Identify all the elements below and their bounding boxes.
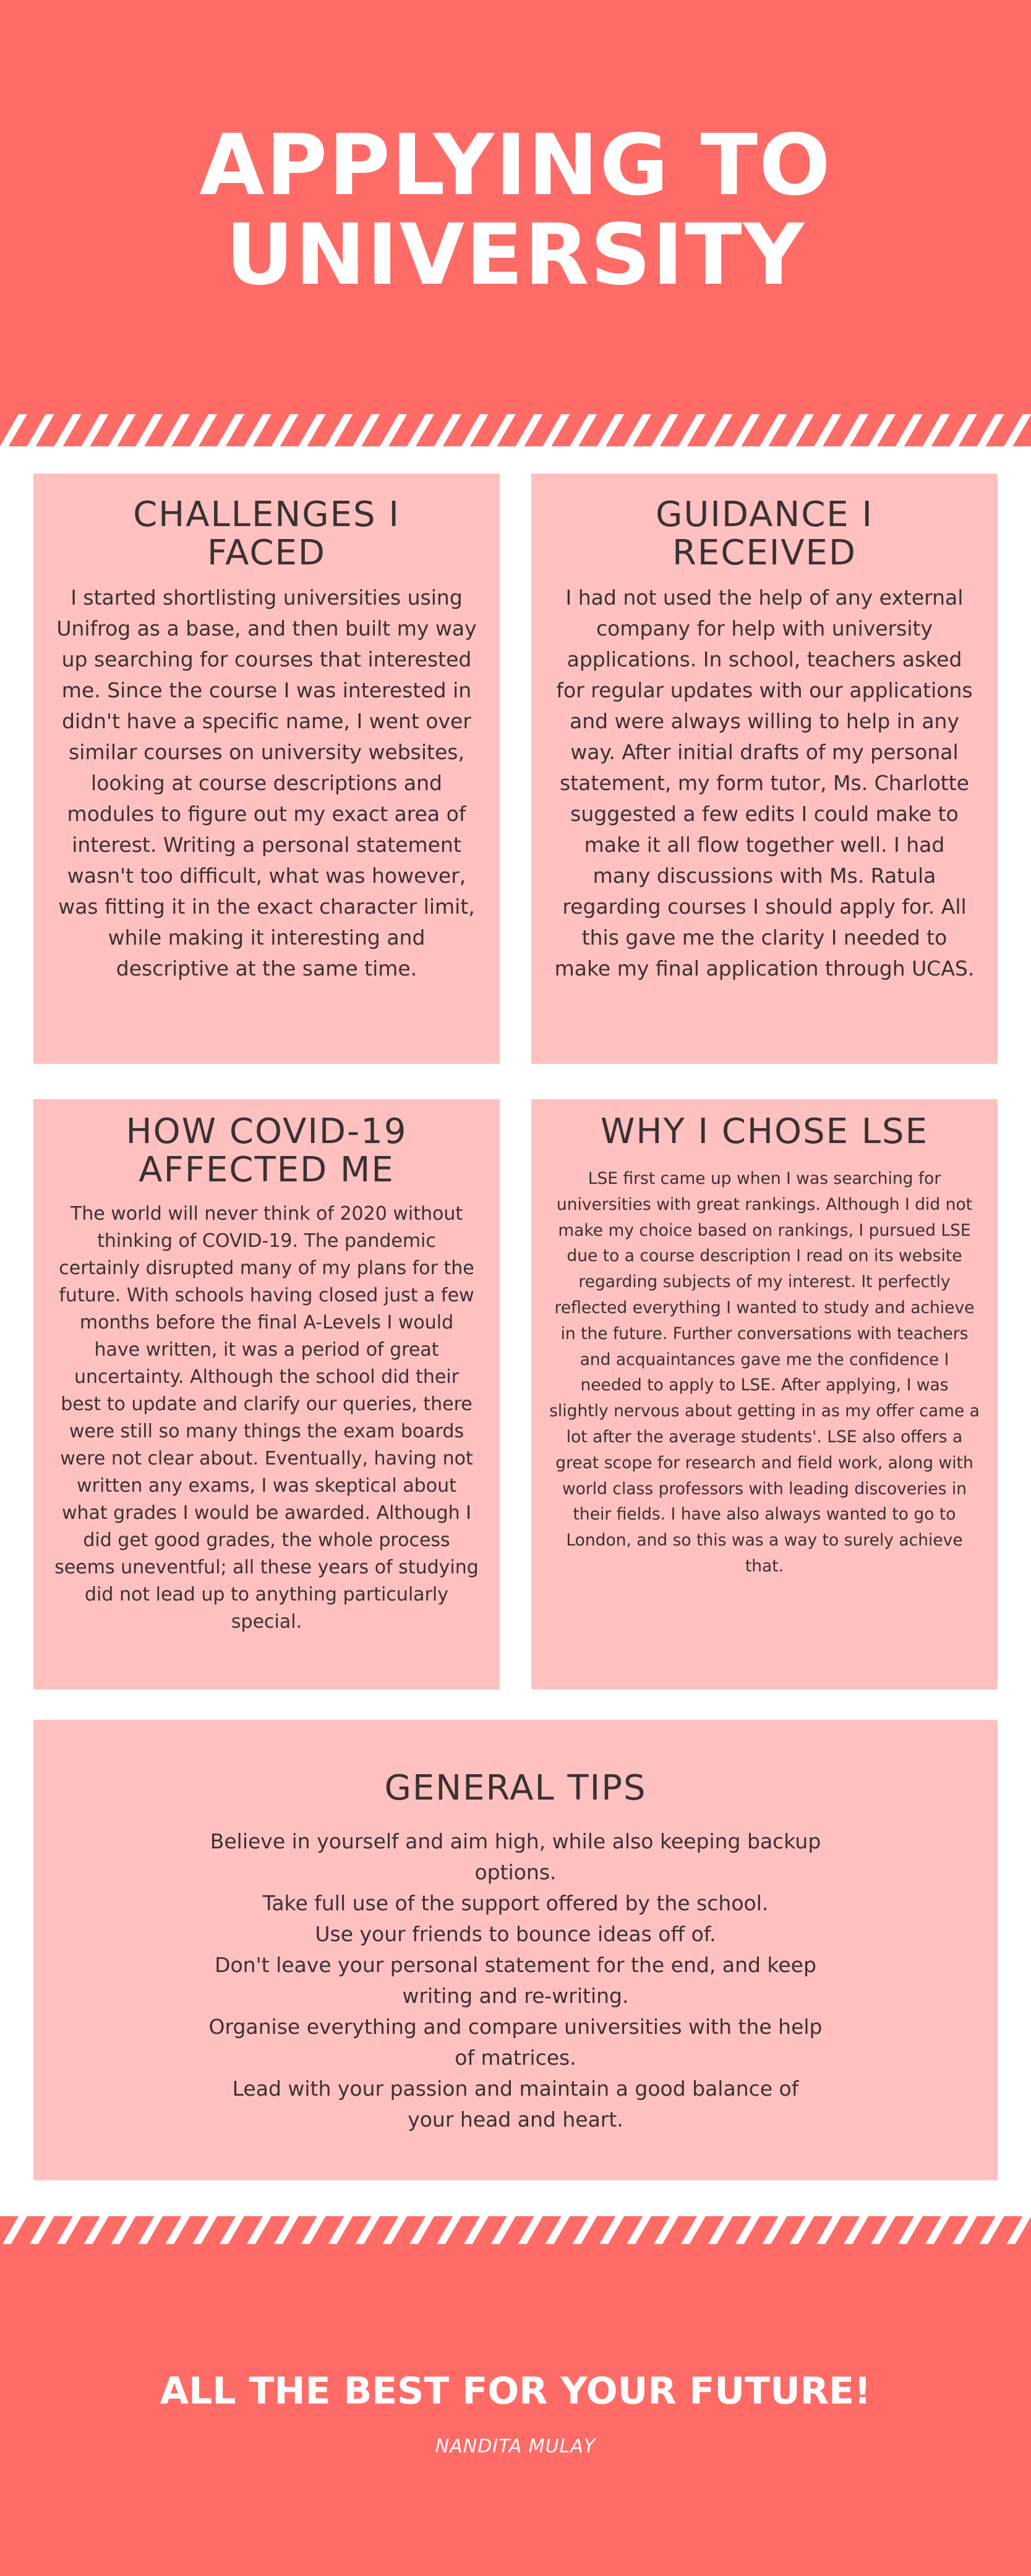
title-line-1: APPLYING TO	[199, 117, 832, 215]
guidance-heading	[554, 496, 975, 572]
covid-heading-line-1: HOW COVID-19	[126, 1112, 408, 1152]
lse-heading: WHY I CHOSE LSE	[601, 1112, 928, 1152]
tip-item: Believe in yourself and aim high, while also keeping backup options.	[210, 1829, 821, 1884]
covid-heading	[54, 1113, 479, 1189]
guidance-heading-line-2: RECEIVED	[672, 533, 857, 573]
tip-item: Don't leave your personal statement for the end, and keep writing and re-writing.	[215, 1953, 816, 2008]
covid-heading-line-2: AFFECTED ME	[139, 1150, 395, 1190]
tip-item: Lead with your passion and maintain a good balance of your head and heart.	[232, 2077, 799, 2132]
tip-item: Use your friends to bounce ideas off of.	[315, 1922, 716, 1946]
title-line-2: UNIVERSITY	[225, 206, 806, 304]
lse-body: LSE first came up when I was searching for universities with great rankings. Although I did not make my choice based on rankings, I pursued LSE due to a course description I read on its website regarding subjects of my interest. It perfectly reflected everything I wanted to study and achieve in the future. Further conversations with teachers and acquaintances gave me the confidence I needed to apply to LSE. After applying, I was slightly nervous about getting in as my offer came a lot after the average students'. LSE also offers a great scope for research and field work, along with world class professors with leading discoveries in their fields. I have also always wanted to go to London, and so this was a way to surely achieve that.	[549, 1169, 980, 1576]
author-name: NANDITA MULAY	[435, 2436, 596, 2457]
guidance-card	[531, 474, 998, 1064]
tips-card	[33, 1720, 998, 2180]
covid-body: The world will never think of 2020 without thinking of COVID-19. The pandemic certainly disrupted many of my plans for the future. With schools having closed just a few months before the final A-Levels I would have written, it was a period of great uncertainty. Although the school did their best to update and clarify our queries, there were still so many things the exam boards were not clear about. Eventually, having not written any exams, I was skeptical about what grades I would be awarded. Although I did get good grades, the whole process seems uneventful; all these years of studying did not lead up to anything particularly special.	[54, 1203, 479, 1633]
guidance-body: I had not used the help of any external company for help with university applications. In school, teachers asked for regular updates with our applications and were always willing to help in any way. After initial drafts of my personal statement, my form tutor, Ms. Charlotte suggested a few edits I could make to make it all flow together well. I had many discussions with Ms. Ratula regarding courses I should apply for. All this gave me the clarity I needed to make my final application through UCAS.	[554, 585, 975, 980]
tip-item: Organise everything and compare universities with the help of matrices.	[208, 2015, 823, 2070]
covid-card	[33, 1099, 500, 1690]
lse-card	[531, 1099, 998, 1690]
challenges-heading-line-1: CHALLENGES I	[133, 495, 400, 535]
page-title	[0, 117, 1031, 304]
tip-item: Take full use of the support offered by the school.	[262, 1891, 769, 1915]
tips-heading: GENERAL TIPS	[384, 1768, 647, 1808]
challenges-card	[33, 474, 500, 1064]
top-stripe-divider	[0, 414, 1031, 446]
challenges-heading	[56, 496, 477, 572]
challenges-heading-line-2: FACED	[207, 533, 326, 573]
farewell-message: ALL THE BEST FOR YOUR FUTURE!	[160, 2370, 871, 2413]
challenges-body: I started shortlisting universities using Unifrog as a base, and then built my way up searching for courses that interested me. Since the course I was interested in didn't have a specific name, I went over similar courses on university websites, looking at course descriptions and modules to figure out my exact area of interest. Writing a personal statement wasn't too difficult, what was however, was fitting it in the exact character limit, while making it interesting and descriptive at the same time.	[56, 585, 477, 980]
tips-list	[207, 1826, 824, 2135]
guidance-heading-line-1: GUIDANCE I	[655, 495, 874, 535]
